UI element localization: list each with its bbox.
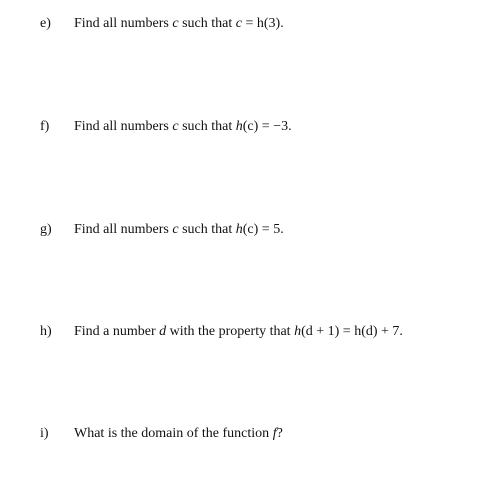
problem-label: f) — [40, 119, 50, 134]
problem-text — [74, 116, 292, 138]
math-lhs: h — [294, 324, 302, 339]
problem-middle: ? — [276, 426, 283, 441]
problem-middle: such that — [182, 119, 233, 134]
math-expression: = h(3). — [241, 16, 284, 31]
problem-prefix: Find all numbers — [74, 16, 169, 31]
problem-prefix: Find all numbers — [74, 119, 169, 134]
problem-g — [0, 219, 485, 241]
math-variable: c — [172, 119, 179, 134]
problem-middle: such that — [182, 16, 233, 31]
problem-middle: with the property that — [169, 324, 291, 339]
math-expression: (c) = −3. — [242, 119, 292, 134]
math-variable: d — [159, 324, 167, 339]
math-lhs: h — [235, 222, 243, 237]
problem-label: g) — [40, 222, 52, 237]
math-variable: c — [172, 16, 179, 31]
problem-h — [0, 321, 485, 343]
problem-middle: such that — [182, 222, 233, 237]
math-lhs: h — [235, 119, 243, 134]
problem-f — [0, 116, 485, 138]
problem-prefix: What is the domain of the function — [74, 426, 270, 441]
problem-text — [74, 13, 284, 35]
problem-prefix: Find a number — [74, 324, 156, 339]
problem-prefix: Find all numbers — [74, 222, 169, 237]
math-variable: f — [272, 426, 277, 441]
math-expression: (d + 1) = h(d) + 7. — [301, 324, 403, 339]
math-variable: c — [172, 222, 179, 237]
problem-label: h) — [40, 324, 52, 339]
math-lhs: c — [235, 16, 242, 31]
problem-text — [74, 321, 403, 343]
problem-text — [74, 423, 283, 445]
problem-label: i) — [40, 426, 49, 441]
problem-label: e) — [40, 16, 51, 31]
problem-text — [74, 219, 284, 241]
math-expression: (c) = 5. — [242, 222, 284, 237]
problem-i — [0, 423, 485, 445]
problem-e — [0, 13, 485, 35]
